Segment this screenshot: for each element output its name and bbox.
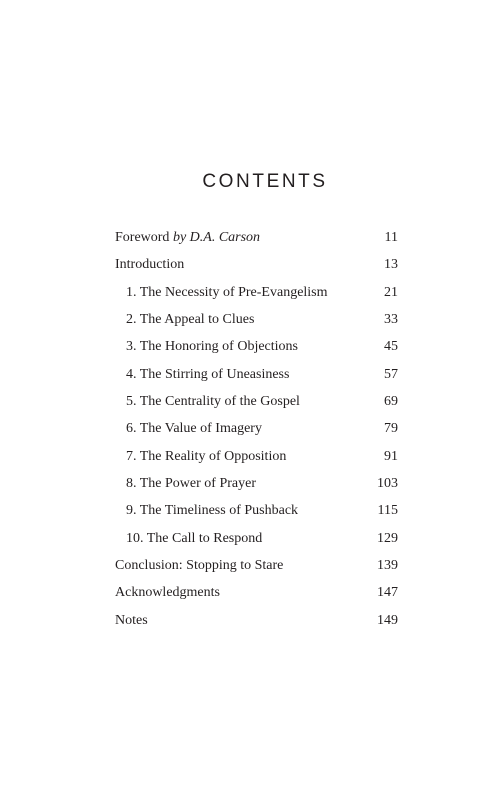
toc-entry-title: Acknowledgments — [115, 585, 220, 601]
toc-entry — [115, 284, 398, 311]
toc-entry-page: 129 — [377, 530, 398, 546]
toc-entry-title: 7. The Reality of Opposition — [126, 448, 287, 464]
toc-entry-page: 45 — [384, 339, 398, 355]
toc-entry-title — [115, 229, 260, 247]
toc-entry — [115, 338, 398, 365]
page-title: CONTENTS — [202, 171, 328, 192]
toc-entry-page: 103 — [377, 476, 398, 492]
toc-entry — [115, 420, 398, 447]
toc-entry-page: 115 — [377, 503, 398, 519]
toc-entry-title-text: Foreword — [115, 230, 173, 245]
toc-entry — [115, 557, 398, 584]
toc-entry-title: 6. The Value of Imagery — [126, 421, 262, 437]
toc-entry-title: Conclusion: Stopping to Stare — [115, 558, 284, 574]
toc-entry-page: 33 — [384, 312, 398, 328]
toc-entry — [115, 584, 398, 611]
toc-entry-page: 149 — [377, 612, 398, 628]
toc-entry-page: 139 — [377, 558, 398, 574]
toc-entry-page: 13 — [384, 257, 398, 273]
toc-entry-title: Notes — [115, 612, 148, 628]
toc-entry-title: 1. The Necessity of Pre-Evangelism — [126, 284, 328, 300]
toc-entry — [115, 393, 398, 420]
toc-entry-title: 5. The Centrality of the Gospel — [126, 394, 300, 410]
toc-entry-title: 10. The Call to Respond — [126, 530, 263, 546]
toc-entry — [115, 475, 398, 502]
toc-entry — [115, 502, 398, 529]
toc-entry — [115, 256, 398, 283]
toc-entry-page: 147 — [377, 585, 398, 601]
toc-entry — [115, 530, 398, 557]
toc-entry-title: 8. The Power of Prayer — [126, 476, 256, 492]
toc-entry-title: 9. The Timeliness of Pushback — [126, 503, 299, 519]
toc-entry-title: Introduction — [115, 257, 185, 273]
toc-entry-title: 4. The Stirring of Uneasiness — [126, 366, 290, 382]
table-of-contents — [115, 229, 398, 639]
toc-entry-page: 57 — [384, 366, 398, 382]
toc-entry — [115, 448, 398, 475]
toc-entry-page: 69 — [384, 394, 398, 410]
toc-entry-title: 2. The Appeal to Clues — [126, 312, 255, 328]
toc-entry-page: 91 — [384, 448, 398, 464]
toc-entry — [115, 366, 398, 393]
toc-entry-page: 21 — [384, 284, 398, 300]
toc-entry — [115, 311, 398, 338]
toc-entry-title: 3. The Honoring of Objections — [126, 339, 298, 355]
toc-entry — [115, 612, 398, 639]
toc-entry — [115, 229, 398, 256]
toc-entry-page: 79 — [384, 421, 398, 437]
toc-entry-title-italic: by D.A. Carson — [172, 230, 261, 245]
toc-entry-page: 11 — [384, 230, 398, 245]
